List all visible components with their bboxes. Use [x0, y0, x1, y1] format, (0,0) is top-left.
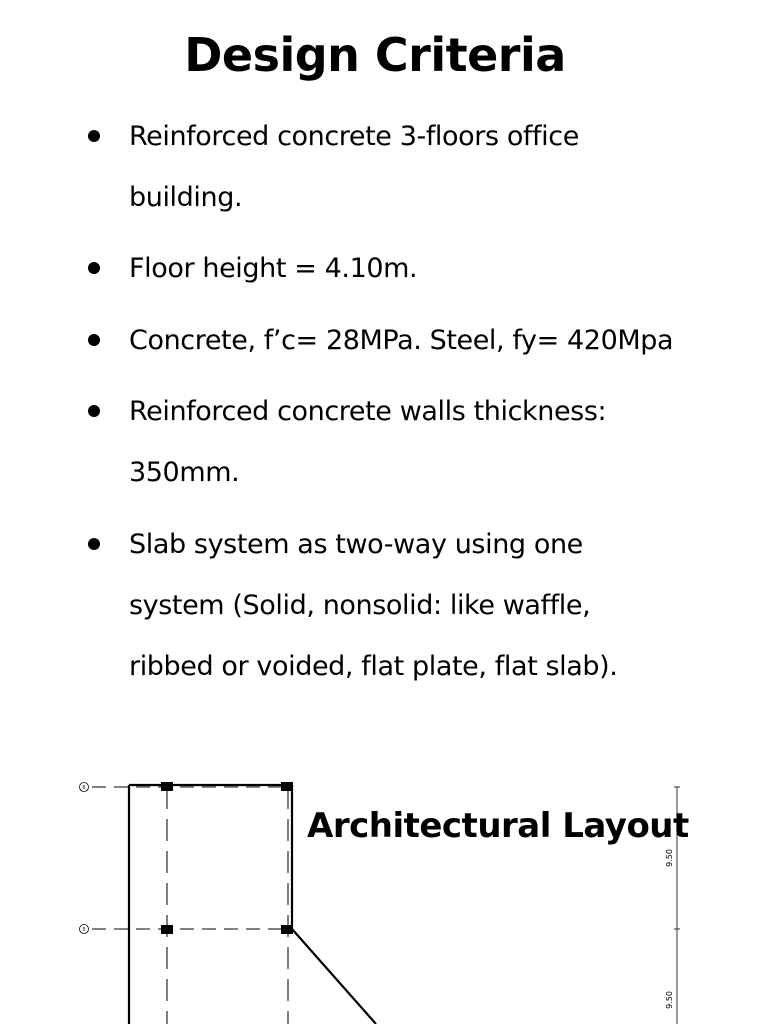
dimension-label: 9.50 [665, 991, 674, 1009]
bullet-dot-icon [88, 405, 100, 417]
bullet-text: Slab system as two-way using one system (Solid, nonsolid: like waffle, ribbed or voided, flat plate, flat slab). [129, 529, 618, 682]
bullet-dot-icon [88, 262, 100, 274]
bullet-text: Floor height = 4.10m. [129, 253, 418, 284]
architectural-layout-drawing [0, 760, 768, 1024]
slide-title: Design Criteria [184, 28, 566, 82]
figure-title: Architectural Layout [307, 806, 689, 846]
grid-marker-label: 5 [82, 927, 86, 933]
bullet-text: Reinforced concrete 3-floors office building. [129, 121, 579, 213]
bullet-text: Reinforced concrete walls thickness: 350mm. [129, 396, 607, 488]
dimension-label: 9.50 [665, 849, 674, 867]
bullet-text: Concrete, f’c= 28MPa. Steel, fy= 420Mpa [129, 325, 674, 356]
bullet-dot-icon [88, 334, 100, 346]
outline-diagonal-wall [292, 929, 376, 1024]
column-marker [281, 925, 293, 934]
bullet-dot-icon [88, 130, 100, 142]
grid-marker-label: 6 [82, 785, 86, 791]
column-marker [161, 782, 173, 791]
column-marker [281, 782, 293, 791]
column-marker [161, 925, 173, 934]
bullet-dot-icon [88, 538, 100, 550]
